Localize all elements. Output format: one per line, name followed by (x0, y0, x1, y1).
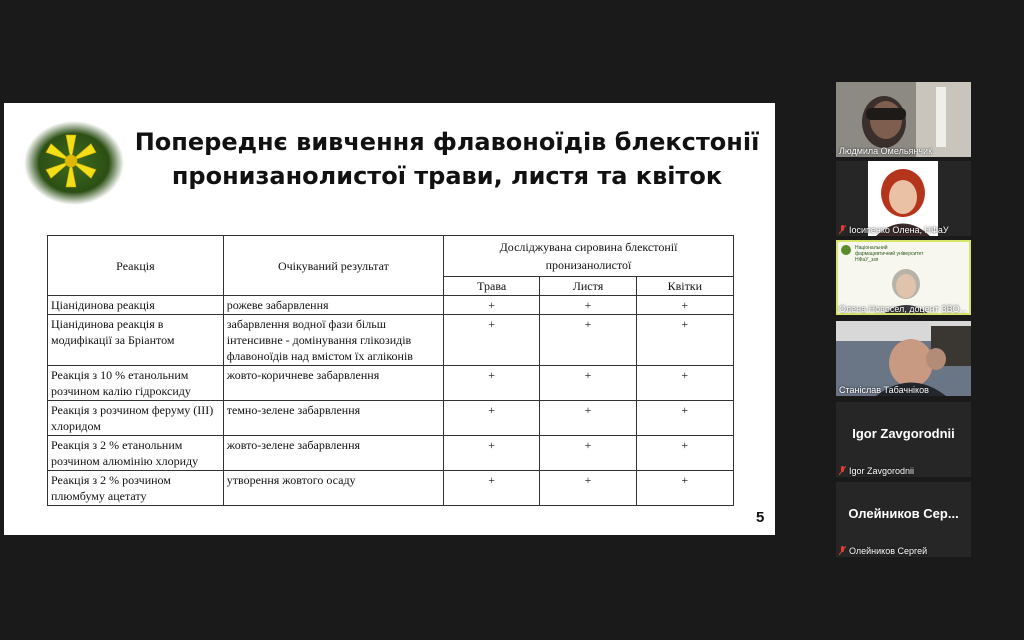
cell-result: жовто-коричневе забарвлення (223, 366, 443, 401)
participant-tile-6[interactable] (836, 482, 971, 557)
cell-leaves: + (540, 401, 636, 436)
cell-leaves: + (540, 471, 636, 506)
cell-reaction: Ціанідинова реакція в модифікації за Бріантом (48, 315, 224, 366)
participant-name: Людмила Омельянчик (839, 146, 933, 156)
cell-flowers: + (636, 296, 733, 315)
participant-tile-1[interactable] (836, 82, 971, 157)
header-reaction: Реакція (48, 236, 224, 296)
cell-grass: + (444, 471, 540, 506)
mic-muted-icon (839, 466, 846, 475)
cell-grass: + (444, 296, 540, 315)
participant-tile-4[interactable] (836, 321, 971, 396)
cell-result: темно-зелене забарвлення (223, 401, 443, 436)
cell-flowers: + (636, 366, 733, 401)
mic-muted-icon (839, 225, 846, 234)
cell-flowers: + (636, 315, 733, 366)
header-flowers: Квітки (636, 277, 733, 296)
table-body (48, 296, 734, 506)
cell-result: забарвлення водної фази більш інтенсивне - домінування глікозидів флавоноїдів над вмістом їх аглiконів (223, 315, 443, 366)
header-material: Досліджувана сировина блекстонії пронизанолистої (444, 236, 734, 277)
cell-grass: + (444, 366, 540, 401)
cell-grass: + (444, 401, 540, 436)
cell-reaction: Реакція з 2 % етанольним розчином алюмінію хлориду (48, 436, 224, 471)
cell-leaves: + (540, 366, 636, 401)
participant-tile-3-active[interactable] (836, 240, 971, 315)
participant-display-name: Олейников Сер... (848, 506, 959, 521)
table-row (48, 401, 734, 436)
header-expected: Очікуваний результат (223, 236, 443, 296)
cell-leaves: + (540, 436, 636, 471)
cell-reaction: Ціанідинова реакція (48, 296, 224, 315)
header-grass: Трава (444, 277, 540, 296)
header-leaves: Листя (540, 277, 636, 296)
cell-result: жовто-зелене забарвлення (223, 436, 443, 471)
cell-leaves: + (540, 315, 636, 366)
participant-name: Олейников Сергей (839, 546, 927, 556)
mic-muted-icon (839, 546, 846, 555)
cell-flowers: + (636, 471, 733, 506)
table-row (48, 296, 734, 315)
cell-flowers: + (636, 401, 733, 436)
participant-tile-5[interactable] (836, 402, 971, 477)
cell-reaction: Реакція з 2 % розчином плюмбуму ацетату (48, 471, 224, 506)
participant-display-name: Igor Zavgorodnii (852, 426, 955, 441)
cell-grass: + (444, 436, 540, 471)
cell-reaction: Реакція з розчином феруму (ІІІ) хлоридом (48, 401, 224, 436)
table-row (48, 366, 734, 401)
participant-name: Олена Новосел, доцент ЗВО... (839, 304, 967, 314)
participant-tile-2[interactable] (836, 161, 971, 236)
table-row (48, 471, 734, 506)
slide-title: Попереднє вивчення флавоноїдів блекстонії пронизанолистої трави, листя та квіток (134, 128, 760, 190)
flower-image (24, 121, 124, 205)
shared-slide (4, 103, 775, 535)
participant-name: Igor Zavgorodnii (839, 466, 914, 476)
flavonoid-table (47, 235, 734, 506)
cell-result: утворення жовтого осаду (223, 471, 443, 506)
screen-text: Національний фармацевтичний університет НФаУ_ззп (855, 245, 924, 263)
table-header-row (48, 236, 734, 277)
participant-name: Іосипенко Олена, НФаУ (839, 225, 949, 235)
cell-grass: + (444, 315, 540, 366)
page-number: 5 (756, 509, 765, 526)
cell-result: рожеве забарвлення (223, 296, 443, 315)
cell-flowers: + (636, 436, 733, 471)
table-row (48, 436, 734, 471)
participant-name: Станіслав Табачніков (839, 385, 929, 395)
cell-leaves: + (540, 296, 636, 315)
table-row (48, 315, 734, 366)
cell-reaction: Реакція з 10 % етанольним розчином калію гідроксиду (48, 366, 224, 401)
